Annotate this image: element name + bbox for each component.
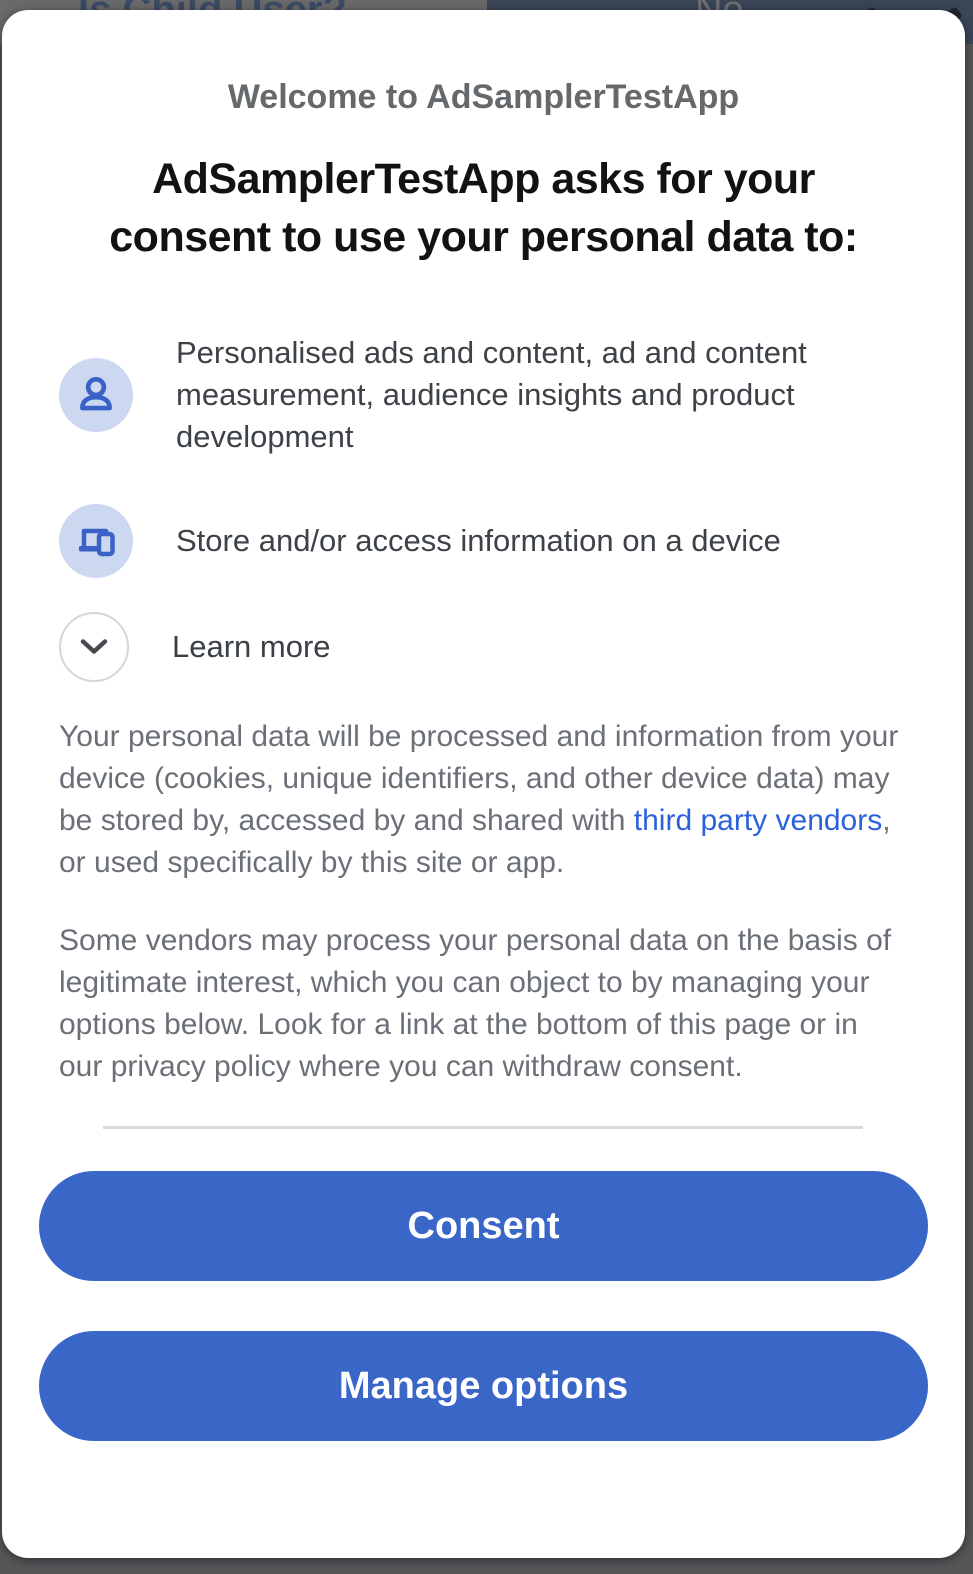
paragraph-text: Your personal data will be processed and information from your device (cookies, unique identifiers, and other device data) may be stored by, accessed by and shared with [59, 720, 899, 837]
purpose-text: Personalised ads and content, ad and content measurement, audience insights and product development [176, 335, 807, 454]
divider [103, 1126, 863, 1129]
consent-dialog [2, 10, 965, 1558]
manage-options-button[interactable]: Manage options [39, 1331, 928, 1441]
dialog-title: Welcome to AdSamplerTestApp [227, 78, 740, 116]
learn-more-row[interactable] [59, 612, 908, 682]
person-icon [59, 358, 133, 432]
consent-paragraph-1 [59, 716, 908, 884]
purpose-row [59, 332, 908, 458]
consent-heading: AdSamplerTestApp asks for your consent to use your personal data to: [109, 155, 858, 261]
paragraph-text: , or used specifically by this site or app. [59, 804, 891, 879]
purpose-row [59, 504, 908, 578]
chevron-down-icon [78, 637, 110, 657]
purpose-text: Store and/or access information on a device [176, 523, 781, 558]
learn-more-label[interactable]: Learn more [172, 629, 331, 664]
learn-more-toggle[interactable] [59, 612, 129, 682]
third-party-vendors-link[interactable]: third party vendors [633, 804, 883, 837]
consent-paragraph-2: Some vendors may process your personal data on the basis of legitimate interest, which you can object to by managing your options below. Look for a link at the bottom of this page or in our privacy policy where you can withdraw consent. [59, 924, 892, 1083]
consent-button[interactable]: Consent [39, 1171, 928, 1281]
devices-icon [59, 504, 133, 578]
